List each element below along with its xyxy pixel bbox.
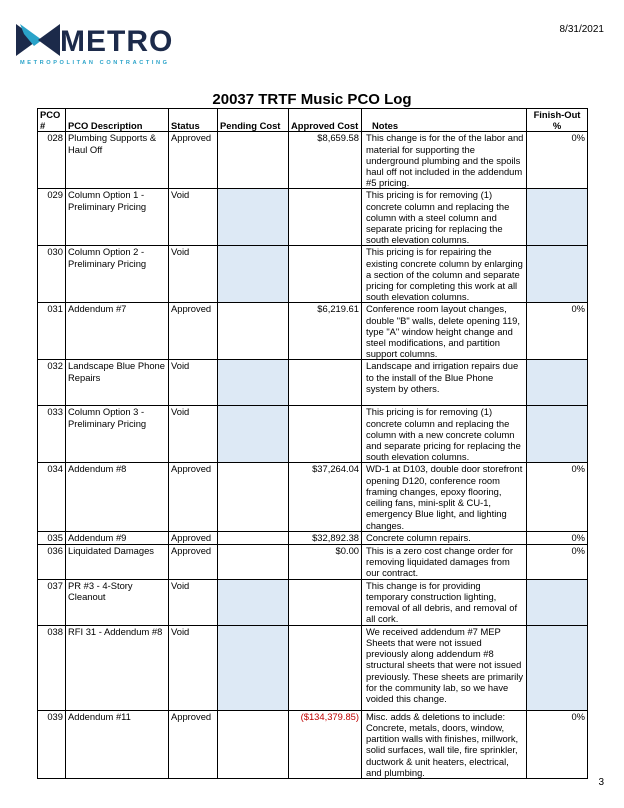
pending-cost-cell: [218, 303, 289, 360]
notes-cell: Conference room layout changes, double "B" walls, delete opening 119, type "A" window height change and steel modifications, and partition support columns.: [362, 303, 527, 360]
status-cell: Void: [169, 579, 218, 625]
description-cell: Plumbing Supports & Haul Off: [66, 132, 169, 189]
metro-logo-icon: [16, 22, 62, 58]
notes-cell: Misc. adds & deletions to include: Concrete, metals, doors, window, partition walls with finishes, millwork, solid surfaces, wall tile, fire sprinkler, ductwork & unit heaters, electrical, and plumbing.: [362, 710, 527, 778]
finish-out-cell: [527, 625, 588, 710]
notes-cell: This change is for providing temporary construction lighting, removal of all debris, and removal of all cork.: [362, 579, 527, 625]
pending-cost-cell: [218, 710, 289, 778]
notes-cell: This is a zero cost change order for removing liquidated damages from our contract.: [362, 544, 527, 579]
pco-cell: 039: [38, 710, 66, 778]
status-cell: Approved: [169, 463, 218, 531]
status-cell: Approved: [169, 710, 218, 778]
logo-wordmark: METRO: [60, 25, 174, 58]
finish-out-cell: 0%: [527, 531, 588, 544]
pco-cell: 035: [38, 531, 66, 544]
finish-out-cell: 0%: [527, 710, 588, 778]
pending-cost-cell: [218, 531, 289, 544]
table-row: [38, 189, 588, 246]
pending-cost-cell: [218, 544, 289, 579]
table-row: [38, 463, 588, 531]
status-cell: Approved: [169, 531, 218, 544]
pco-cell: 030: [38, 246, 66, 303]
table-header-row: [38, 109, 588, 132]
header-description: PCO Description: [66, 109, 169, 132]
description-cell: Addendum #9: [66, 531, 169, 544]
company-logo: [16, 22, 174, 68]
header-pco: PCO #: [38, 109, 66, 132]
description-cell: RFI 31 - Addendum #8: [66, 625, 169, 710]
description-cell: Liquidated Damages: [66, 544, 169, 579]
pco-cell: 036: [38, 544, 66, 579]
page-number: 3: [598, 777, 604, 788]
status-cell: Approved: [169, 544, 218, 579]
pending-cost-cell: [218, 189, 289, 246]
status-cell: Void: [169, 406, 218, 463]
table-row: [38, 531, 588, 544]
notes-cell: We received addendum #7 MEP Sheets that were not issued previously along addendum #8 structural sheets that were not issued previously. These sheets are primarily for the community lab, so we have voided this change.: [362, 625, 527, 710]
table-row: [38, 710, 588, 778]
approved-cost-cell: $0.00: [289, 544, 362, 579]
notes-cell: WD-1 at D103, double door storefront opening D120, conference room framing changes, epoxy flooring, ceiling fans, mini-split & CU-1, emergency Blue light, and lighting changes.: [362, 463, 527, 531]
finish-out-cell: [527, 579, 588, 625]
table-row: [38, 132, 588, 189]
header-notes: Notes: [362, 109, 527, 132]
notes-cell: This change is for the of the labor and material for supporting the underground plumbing and the spoils haul off not included in the addendum #5 pricing.: [362, 132, 527, 189]
description-cell: Column Option 2 - Preliminary Pricing: [66, 246, 169, 303]
table-row: [38, 303, 588, 360]
approved-cost-cell: [289, 189, 362, 246]
finish-out-cell: [527, 360, 588, 406]
approved-cost-cell: [289, 579, 362, 625]
pco-cell: 031: [38, 303, 66, 360]
pending-cost-cell: [218, 406, 289, 463]
table-row: [38, 360, 588, 406]
description-cell: Landscape Blue Phone Repairs: [66, 360, 169, 406]
finish-out-cell: 0%: [527, 544, 588, 579]
status-cell: Void: [169, 360, 218, 406]
table-row: [38, 625, 588, 710]
description-cell: Column Option 3 - Preliminary Pricing: [66, 406, 169, 463]
header-approved: Approved Cost: [289, 109, 362, 132]
description-cell: Addendum #7: [66, 303, 169, 360]
pco-cell: 033: [38, 406, 66, 463]
pco-cell: 028: [38, 132, 66, 189]
notes-cell: This pricing is for repairing the existing concrete column by enlarging a section of the column and separate pricing for completing this work at all south elevation columns.: [362, 246, 527, 303]
report-date: 8/31/2021: [559, 24, 604, 35]
pending-cost-cell: [218, 625, 289, 710]
pending-cost-cell: [218, 360, 289, 406]
description-cell: Addendum #11: [66, 710, 169, 778]
pco-cell: 037: [38, 579, 66, 625]
finish-out-cell: [527, 246, 588, 303]
logo-subtitle: METROPOLITAN CONTRACTING: [20, 60, 170, 66]
approved-cost-cell: $37,264.04: [289, 463, 362, 531]
notes-cell: Landscape and irrigation repairs due to the install of the Blue Phone system by others.: [362, 360, 527, 406]
table-row: [38, 544, 588, 579]
approved-cost-cell: $32,892.38: [289, 531, 362, 544]
table-row: [38, 579, 588, 625]
table-row: [38, 246, 588, 303]
approved-cost-cell: ($134,379.85): [289, 710, 362, 778]
approved-cost-cell: [289, 406, 362, 463]
finish-out-cell: [527, 189, 588, 246]
pco-cell: 029: [38, 189, 66, 246]
approved-cost-cell: $6,219.61: [289, 303, 362, 360]
finish-out-cell: 0%: [527, 463, 588, 531]
pco-cell: 034: [38, 463, 66, 531]
notes-cell: Concrete column repairs.: [362, 531, 527, 544]
notes-cell: This pricing is for removing (1) concrete column and replacing the column with a steel column and separate pricing for replacing the south elevation columns.: [362, 189, 527, 246]
approved-cost-cell: $8,659.58: [289, 132, 362, 189]
status-cell: Approved: [169, 132, 218, 189]
status-cell: Void: [169, 246, 218, 303]
pending-cost-cell: [218, 579, 289, 625]
header-pending: Pending Cost: [218, 109, 289, 132]
status-cell: Void: [169, 189, 218, 246]
finish-out-cell: 0%: [527, 303, 588, 360]
description-cell: Column Option 1 - Preliminary Pricing: [66, 189, 169, 246]
status-cell: Approved: [169, 303, 218, 360]
pco-cell: 032: [38, 360, 66, 406]
finish-out-cell: 0%: [527, 132, 588, 189]
pending-cost-cell: [218, 463, 289, 531]
header-status: Status: [169, 109, 218, 132]
notes-cell: This pricing is for removing (1) concrete column and replacing the column with a new concrete column and separate pricing for replacing the south elevation columns.: [362, 406, 527, 463]
pco-log-table: [37, 108, 588, 779]
approved-cost-cell: [289, 625, 362, 710]
approved-cost-cell: [289, 246, 362, 303]
table-row: [38, 406, 588, 463]
pco-cell: 038: [38, 625, 66, 710]
document-title: 20037 TRTF Music PCO Log: [212, 91, 412, 108]
header-finish: Finish-Out %: [527, 109, 588, 132]
pending-cost-cell: [218, 246, 289, 303]
finish-out-cell: [527, 406, 588, 463]
approved-cost-cell: [289, 360, 362, 406]
pending-cost-cell: [218, 132, 289, 189]
description-cell: Addendum #8: [66, 463, 169, 531]
description-cell: PR #3 - 4-Story Cleanout: [66, 579, 169, 625]
status-cell: Void: [169, 625, 218, 710]
